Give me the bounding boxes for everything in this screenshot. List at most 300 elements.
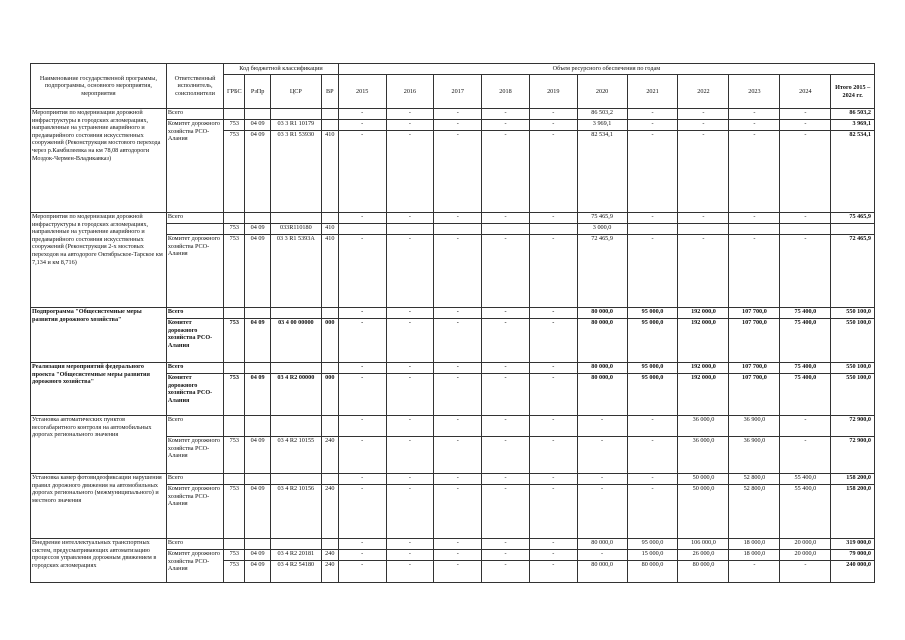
- year-value-cell: -: [434, 416, 482, 437]
- grbs-cell: 753: [224, 561, 245, 583]
- year-value-cell: -: [729, 235, 780, 308]
- year-value-cell: 75 400,0: [780, 374, 831, 416]
- rzpr-cell: 04 09: [245, 561, 270, 583]
- year-value-cell: -: [780, 213, 831, 224]
- grbs-cell: [224, 213, 245, 224]
- year-value-cell: -: [780, 131, 831, 213]
- year-value-cell: 3 969,1: [577, 120, 627, 131]
- year-value-cell: -: [627, 474, 678, 485]
- year-value-cell: 75 465,9: [577, 213, 627, 224]
- responsible-cell: Комитет дорожного хозяйства РСО-Алания: [166, 374, 223, 416]
- year-value-cell: 75 400,0: [780, 363, 831, 374]
- year-value-cell: -: [338, 308, 386, 319]
- responsible-cell: Всего: [166, 416, 223, 437]
- header-year: 2020: [577, 75, 627, 109]
- program-name-cell: Установка автоматических пунктов весогабаритного контроля на автомобильных дорогах регионального значения: [31, 416, 167, 474]
- year-value-cell: -: [338, 416, 386, 437]
- grbs-cell: 753: [224, 485, 245, 539]
- year-value-cell: 86 503,2: [577, 109, 627, 120]
- total-cell: 72 465,9: [831, 235, 875, 308]
- year-value-cell: -: [627, 235, 678, 308]
- responsible-cell: Комитет дорожного хозяйства РСО-Алания: [166, 235, 223, 308]
- rzpr-cell: [245, 416, 270, 437]
- table-row: [31, 213, 875, 224]
- responsible-cell: [166, 224, 223, 235]
- table-row: [31, 363, 875, 374]
- total-cell: 240 000,0: [831, 561, 875, 583]
- year-value-cell: -: [577, 437, 627, 474]
- total-cell: 550 100,0: [831, 308, 875, 319]
- program-name-cell: Реализация мероприятий федерального проекта "Общесистемные меры развития дорожного хозяйства": [31, 363, 167, 416]
- year-value-cell: 192 000,0: [678, 363, 729, 374]
- year-value-cell: -: [729, 109, 780, 120]
- year-value-cell: 72 465,9: [577, 235, 627, 308]
- csr-cell: 03 4 R2 10155: [270, 437, 321, 474]
- year-value-cell: -: [338, 474, 386, 485]
- grbs-cell: [224, 109, 245, 120]
- year-value-cell: -: [780, 416, 831, 437]
- year-value-cell: -: [529, 213, 577, 224]
- year-value-cell: -: [482, 235, 530, 308]
- rzpr-cell: [245, 474, 270, 485]
- year-value-cell: [338, 224, 386, 235]
- year-value-cell: -: [529, 363, 577, 374]
- year-value-cell: 95 000,0: [627, 308, 678, 319]
- rzpr-cell: 04 09: [245, 374, 270, 416]
- year-value-cell: -: [338, 120, 386, 131]
- year-value-cell: -: [386, 437, 434, 474]
- total-cell: 72 900,0: [831, 437, 875, 474]
- vr-cell: [321, 416, 338, 437]
- rzpr-cell: [245, 308, 270, 319]
- year-value-cell: -: [386, 131, 434, 213]
- vr-cell: 410: [321, 224, 338, 235]
- year-value-cell: 106 000,0: [678, 539, 729, 550]
- year-value-cell: -: [434, 235, 482, 308]
- year-value-cell: -: [386, 550, 434, 561]
- csr-cell: [270, 213, 321, 224]
- program-name-cell: Установка камер фотовидеофиксации нарушения правил дорожного движения на автомобильных дорогах регионального (межмуниципального) и местного значения: [31, 474, 167, 539]
- vr-cell: 000: [321, 374, 338, 416]
- year-value-cell: -: [386, 319, 434, 363]
- year-value-cell: -: [577, 474, 627, 485]
- year-value-cell: 80 000,0: [627, 561, 678, 583]
- year-value-cell: -: [434, 213, 482, 224]
- responsible-cell: Всего: [166, 213, 223, 224]
- program-name-cell: Мероприятия по модернизации дорожной инфраструктуры в городских агломерациях, направленные на устранение аварийного и предаварийного состояния искусственных сооружений (Реконструкция мостового перехода через р.Камбилеевка на км 78,08 автодороги Моздок-Чермен-Владикавказ): [31, 109, 167, 213]
- year-value-cell: -: [386, 474, 434, 485]
- year-value-cell: 80 000,0: [577, 363, 627, 374]
- year-value-cell: 192 000,0: [678, 319, 729, 363]
- year-value-cell: -: [338, 437, 386, 474]
- year-value-cell: -: [577, 485, 627, 539]
- year-value-cell: -: [529, 474, 577, 485]
- year-value-cell: -: [434, 109, 482, 120]
- year-value-cell: -: [434, 437, 482, 474]
- total-cell: 72 900,0: [831, 416, 875, 437]
- year-value-cell: -: [338, 319, 386, 363]
- year-value-cell: -: [529, 109, 577, 120]
- header-year: 2022: [678, 75, 729, 109]
- rzpr-cell: [245, 109, 270, 120]
- grbs-cell: [224, 308, 245, 319]
- vr-cell: [321, 539, 338, 550]
- table-row: [31, 308, 875, 319]
- responsible-cell: Комитет дорожного хозяйства РСО-Алания: [166, 319, 223, 363]
- year-value-cell: -: [482, 485, 530, 539]
- year-value-cell: 50 000,0: [678, 474, 729, 485]
- header-year: 2017: [434, 75, 482, 109]
- year-value-cell: -: [434, 131, 482, 213]
- year-value-cell: -: [482, 131, 530, 213]
- year-value-cell: -: [529, 485, 577, 539]
- year-value-cell: 36 000,0: [678, 437, 729, 474]
- year-value-cell: 95 000,0: [627, 319, 678, 363]
- year-value-cell: -: [434, 539, 482, 550]
- year-value-cell: 52 800,0: [729, 485, 780, 539]
- year-value-cell: -: [529, 437, 577, 474]
- year-value-cell: 192 000,0: [678, 374, 729, 416]
- year-value-cell: 52 800,0: [729, 474, 780, 485]
- year-value-cell: 80 000,0: [577, 561, 627, 583]
- program-name-cell: Мероприятия по модернизации дорожной инфраструктуры в городских агломерациях, направленные на устранение аварийного и предаварийного состояния искусственных сооружений (Реконструкция 2-х мостовых переходов на автодороге Октябрьское-Тарское км 7,134 и км 8,716): [31, 213, 167, 308]
- total-cell: 158 200,0: [831, 485, 875, 539]
- year-value-cell: 107 700,0: [729, 308, 780, 319]
- year-value-cell: [482, 224, 530, 235]
- total-cell: 550 100,0: [831, 319, 875, 363]
- total-cell: 79 000,0: [831, 550, 875, 561]
- year-value-cell: -: [482, 319, 530, 363]
- year-value-cell: -: [386, 120, 434, 131]
- grbs-cell: [224, 363, 245, 374]
- year-value-cell: -: [627, 131, 678, 213]
- year-value-cell: -: [577, 416, 627, 437]
- year-value-cell: -: [338, 550, 386, 561]
- rzpr-cell: 04 09: [245, 550, 270, 561]
- header-total: Итого 2015 – 2024 гг.: [831, 75, 875, 109]
- year-value-cell: -: [482, 561, 530, 583]
- year-value-cell: -: [482, 437, 530, 474]
- vr-cell: [321, 109, 338, 120]
- header-year: 2023: [729, 75, 780, 109]
- year-value-cell: 107 700,0: [729, 374, 780, 416]
- year-value-cell: -: [338, 131, 386, 213]
- year-value-cell: -: [434, 550, 482, 561]
- year-value-cell: -: [678, 109, 729, 120]
- table-row: [31, 474, 875, 485]
- year-value-cell: [729, 224, 780, 235]
- budget-table-sheet: [30, 63, 875, 583]
- grbs-cell: 753: [224, 437, 245, 474]
- year-value-cell: -: [338, 213, 386, 224]
- year-value-cell: -: [678, 213, 729, 224]
- header-year: 2015: [338, 75, 386, 109]
- year-value-cell: -: [627, 485, 678, 539]
- year-value-cell: -: [780, 120, 831, 131]
- vr-cell: [321, 363, 338, 374]
- year-value-cell: 80 000,0: [577, 319, 627, 363]
- year-value-cell: -: [338, 374, 386, 416]
- year-value-cell: 55 400,0: [780, 485, 831, 539]
- year-value-cell: -: [577, 550, 627, 561]
- grbs-cell: 753: [224, 550, 245, 561]
- header-year: 2019: [529, 75, 577, 109]
- year-value-cell: 20 000,0: [780, 550, 831, 561]
- responsible-cell: Комитет дорожного хозяйства РСО-Алания: [166, 120, 223, 213]
- responsible-cell: Всего: [166, 308, 223, 319]
- year-value-cell: 36 900,0: [729, 416, 780, 437]
- year-value-cell: -: [627, 213, 678, 224]
- year-value-cell: -: [434, 485, 482, 539]
- vr-cell: [321, 474, 338, 485]
- year-value-cell: 107 700,0: [729, 363, 780, 374]
- year-value-cell: -: [338, 235, 386, 308]
- year-value-cell: -: [529, 235, 577, 308]
- year-value-cell: 80 000,0: [577, 374, 627, 416]
- responsible-cell: Комитет дорожного хозяйства РСО-Алания: [166, 485, 223, 539]
- year-value-cell: -: [529, 561, 577, 583]
- year-value-cell: 50 000,0: [678, 485, 729, 539]
- year-value-cell: -: [434, 308, 482, 319]
- budget-table: [30, 63, 875, 583]
- total-cell: 319 000,0: [831, 539, 875, 550]
- grbs-cell: 753: [224, 120, 245, 131]
- table-row: [31, 416, 875, 437]
- year-value-cell: -: [386, 363, 434, 374]
- year-value-cell: -: [434, 319, 482, 363]
- csr-cell: 03 3 R1 53930: [270, 131, 321, 213]
- year-value-cell: -: [780, 437, 831, 474]
- rzpr-cell: 04 09: [245, 131, 270, 213]
- year-value-cell: -: [482, 308, 530, 319]
- year-value-cell: 3 000,0: [577, 224, 627, 235]
- vr-cell: 240: [321, 550, 338, 561]
- year-value-cell: -: [678, 235, 729, 308]
- year-value-cell: 75 400,0: [780, 319, 831, 363]
- year-value-cell: -: [482, 374, 530, 416]
- csr-cell: 03 4 R2 20181: [270, 550, 321, 561]
- year-value-cell: 80 000,0: [577, 539, 627, 550]
- grbs-cell: [224, 539, 245, 550]
- total-cell: 3 969,1: [831, 120, 875, 131]
- year-value-cell: 95 000,0: [627, 363, 678, 374]
- header-rzpr: РзПр: [245, 75, 270, 109]
- year-value-cell: -: [529, 120, 577, 131]
- year-value-cell: -: [729, 213, 780, 224]
- year-value-cell: -: [529, 131, 577, 213]
- year-value-cell: -: [780, 561, 831, 583]
- year-value-cell: -: [780, 109, 831, 120]
- vr-cell: [321, 213, 338, 224]
- rzpr-cell: 04 09: [245, 224, 270, 235]
- year-value-cell: -: [386, 109, 434, 120]
- year-value-cell: -: [386, 308, 434, 319]
- year-value-cell: -: [434, 363, 482, 374]
- year-value-cell: -: [434, 120, 482, 131]
- year-value-cell: -: [386, 561, 434, 583]
- year-value-cell: 95 000,0: [627, 374, 678, 416]
- responsible-cell: Всего: [166, 474, 223, 485]
- vr-cell: [321, 120, 338, 131]
- year-value-cell: -: [338, 539, 386, 550]
- rzpr-cell: 04 09: [245, 319, 270, 363]
- year-value-cell: -: [627, 416, 678, 437]
- rzpr-cell: [245, 363, 270, 374]
- table-row: [31, 539, 875, 550]
- program-name-cell: Внедрение интеллектуальных транспортных систем, предусматривающих автоматизацию процессов управления дорожным движением в городских агломерациях: [31, 539, 167, 583]
- header-grbs: ГРБС: [224, 75, 245, 109]
- year-value-cell: 55 400,0: [780, 474, 831, 485]
- grbs-cell: 753: [224, 131, 245, 213]
- csr-cell: 03 4 00 00000: [270, 319, 321, 363]
- csr-cell: [270, 109, 321, 120]
- rzpr-cell: [245, 539, 270, 550]
- csr-cell: [270, 363, 321, 374]
- year-value-cell: 95 000,0: [627, 539, 678, 550]
- total-cell: 86 503,2: [831, 109, 875, 120]
- header-codes-group: Код бюджетной классификации: [224, 64, 339, 75]
- header-funding-group: Объем ресурсного обеспечения по годам: [338, 64, 874, 75]
- rzpr-cell: 04 09: [245, 485, 270, 539]
- vr-cell: 410: [321, 131, 338, 213]
- year-value-cell: -: [627, 120, 678, 131]
- year-value-cell: -: [386, 213, 434, 224]
- year-value-cell: 36 900,0: [729, 437, 780, 474]
- year-value-cell: -: [338, 109, 386, 120]
- rzpr-cell: 04 09: [245, 437, 270, 474]
- responsible-cell: Комитет дорожного хозяйства РСО-Алания: [166, 550, 223, 583]
- year-value-cell: -: [482, 213, 530, 224]
- vr-cell: 240: [321, 561, 338, 583]
- header-vr: ВР: [321, 75, 338, 109]
- header-responsible: Ответственный исполнитель, соисполнители: [166, 64, 223, 109]
- year-value-cell: 80 000,0: [678, 561, 729, 583]
- csr-cell: 03 4 R2 00000: [270, 374, 321, 416]
- year-value-cell: -: [338, 363, 386, 374]
- vr-cell: 240: [321, 437, 338, 474]
- grbs-cell: 753: [224, 319, 245, 363]
- csr-cell: [270, 539, 321, 550]
- year-value-cell: 26 000,0: [678, 550, 729, 561]
- csr-cell: [270, 308, 321, 319]
- header-csr: ЦСР: [270, 75, 321, 109]
- csr-cell: 03 3 R1 5393А: [270, 235, 321, 308]
- year-value-cell: -: [729, 561, 780, 583]
- rzpr-cell: [245, 213, 270, 224]
- year-value-cell: 80 000,0: [577, 308, 627, 319]
- grbs-cell: 753: [224, 235, 245, 308]
- grbs-cell: 753: [224, 224, 245, 235]
- year-value-cell: -: [386, 485, 434, 539]
- grbs-cell: 753: [224, 374, 245, 416]
- year-value-cell: -: [482, 109, 530, 120]
- total-cell: 550 100,0: [831, 374, 875, 416]
- year-value-cell: -: [482, 550, 530, 561]
- year-value-cell: -: [482, 539, 530, 550]
- year-value-cell: [780, 224, 831, 235]
- year-value-cell: -: [529, 539, 577, 550]
- header-year: 2021: [627, 75, 678, 109]
- year-value-cell: -: [482, 416, 530, 437]
- grbs-cell: [224, 416, 245, 437]
- responsible-cell: Комитет дорожного хозяйства РСО-Алания: [166, 437, 223, 474]
- responsible-cell: Всего: [166, 363, 223, 374]
- year-value-cell: 82 534,1: [577, 131, 627, 213]
- csr-cell: 033R110180: [270, 224, 321, 235]
- vr-cell: 000: [321, 319, 338, 363]
- year-value-cell: -: [434, 374, 482, 416]
- year-value-cell: -: [482, 474, 530, 485]
- year-value-cell: -: [529, 319, 577, 363]
- year-value-cell: -: [338, 561, 386, 583]
- year-value-cell: -: [434, 561, 482, 583]
- year-value-cell: -: [338, 485, 386, 539]
- total-cell: 550 100,0: [831, 363, 875, 374]
- total-cell: 82 534,1: [831, 131, 875, 213]
- grbs-cell: [224, 474, 245, 485]
- csr-cell: 03 3 R1 10179: [270, 120, 321, 131]
- year-value-cell: 75 400,0: [780, 308, 831, 319]
- year-value-cell: -: [627, 109, 678, 120]
- rzpr-cell: 04 09: [245, 235, 270, 308]
- year-value-cell: -: [529, 374, 577, 416]
- csr-cell: [270, 416, 321, 437]
- responsible-cell: Всего: [166, 109, 223, 120]
- year-value-cell: -: [529, 550, 577, 561]
- year-value-cell: -: [434, 474, 482, 485]
- total-cell: 158 200,0: [831, 474, 875, 485]
- table-row: [31, 109, 875, 120]
- header-year: 2024: [780, 75, 831, 109]
- header-name: Наименование государственной программы, подпрограммы, основного мероприятия, мероприятия: [31, 64, 167, 109]
- year-value-cell: -: [482, 120, 530, 131]
- year-value-cell: -: [386, 374, 434, 416]
- year-value-cell: 15 000,0: [627, 550, 678, 561]
- vr-cell: [321, 308, 338, 319]
- year-value-cell: -: [678, 131, 729, 213]
- year-value-cell: -: [780, 235, 831, 308]
- total-cell: 75 465,9: [831, 213, 875, 224]
- csr-cell: [270, 474, 321, 485]
- year-value-cell: -: [529, 308, 577, 319]
- year-value-cell: -: [386, 539, 434, 550]
- year-value-cell: 36 000,0: [678, 416, 729, 437]
- year-value-cell: 192 000,0: [678, 308, 729, 319]
- year-value-cell: -: [678, 120, 729, 131]
- year-value-cell: 20 000,0: [780, 539, 831, 550]
- year-value-cell: -: [386, 235, 434, 308]
- vr-cell: 240: [321, 485, 338, 539]
- year-value-cell: [386, 224, 434, 235]
- vr-cell: 410: [321, 235, 338, 308]
- csr-cell: 03 4 R2 54180: [270, 561, 321, 583]
- year-value-cell: 18 000,0: [729, 550, 780, 561]
- year-value-cell: [529, 224, 577, 235]
- year-value-cell: -: [729, 131, 780, 213]
- year-value-cell: 18 000,0: [729, 539, 780, 550]
- rzpr-cell: 04 09: [245, 120, 270, 131]
- header-year: 2016: [386, 75, 434, 109]
- year-value-cell: -: [729, 120, 780, 131]
- year-value-cell: -: [386, 416, 434, 437]
- csr-cell: 03 4 R2 10156: [270, 485, 321, 539]
- year-value-cell: -: [627, 437, 678, 474]
- program-name-cell: Подпрограмма "Общесистемные меры развития дорожного хозяйства": [31, 308, 167, 363]
- header-year: 2018: [482, 75, 530, 109]
- year-value-cell: -: [529, 416, 577, 437]
- year-value-cell: 107 700,0: [729, 319, 780, 363]
- total-cell: [831, 224, 875, 235]
